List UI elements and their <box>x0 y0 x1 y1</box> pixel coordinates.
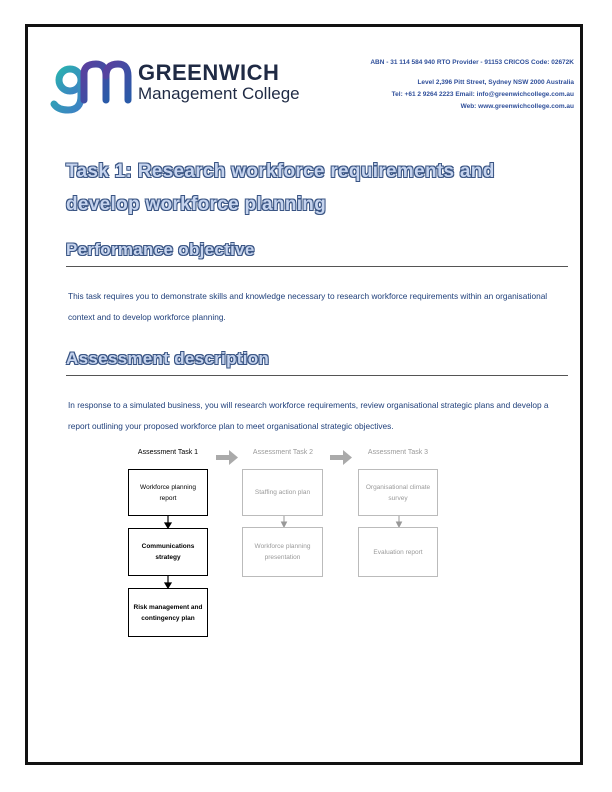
assessment-description-heading: Assessment description <box>66 349 270 368</box>
address-line: Level 2,396 Pitt Street, Sydney NSW 2000 Australia <box>417 79 574 86</box>
abn-line: ABN - 31 114 584 940 RTO Provider - 91153 CRICOS Code: 02672K <box>370 59 574 66</box>
arrow-right-icon <box>216 450 238 465</box>
assessment-description-text: In response to a simulated business, you will research workforce requirements, review organisational strategic plans and develop a report outlining your proposed workforce plan to meet organisational strategic objectives. <box>68 400 549 431</box>
arrow-down-icon <box>282 516 287 527</box>
task1-box-risk-management-plan: Risk management and contingency plan <box>128 588 208 637</box>
phone-email-line: Tel: +61 2 9264 2223 Email: info@greenwichcollege.com.au <box>391 91 574 98</box>
task2-title: Assessment Task 2 <box>252 449 314 456</box>
arrow-right-icon <box>330 450 352 465</box>
arrow-down-icon <box>397 516 402 527</box>
arrow-down-icon <box>165 576 171 588</box>
task-title: Task 1: Research workforce requirements and develop workforce planning <box>66 161 495 215</box>
brand-name: GREENWICH <box>138 60 280 85</box>
task3-box-evaluation-report: Evaluation report <box>358 527 438 577</box>
web-line: Web: www.greenwichcollege.com.au <box>460 103 574 110</box>
task1-box-workforce-planning-report: Workforce planning report <box>128 469 208 516</box>
task1-box-communications-strategy: Communications strategy <box>128 528 208 576</box>
task3-title: Assessment Task 3 <box>367 449 429 456</box>
arrow-down-icon <box>165 516 171 528</box>
task1-title: Assessment Task 1 <box>137 449 199 456</box>
performance-objective-heading: Performance objective <box>66 240 255 259</box>
brand-subtitle: Management College <box>138 84 300 103</box>
task2-box-workforce-planning-presentation: Workforce planning presentation <box>242 527 323 577</box>
task3-box-organisational-climate-survey: Organisational climate survey <box>358 469 438 516</box>
performance-objective-text: This task requires you to demonstrate skills and knowledge necessary to research workforce requirements within an organisational context and to develop workforce planning. <box>68 291 548 322</box>
task2-box-staffing-action-plan: Staffing action plan <box>242 469 323 516</box>
